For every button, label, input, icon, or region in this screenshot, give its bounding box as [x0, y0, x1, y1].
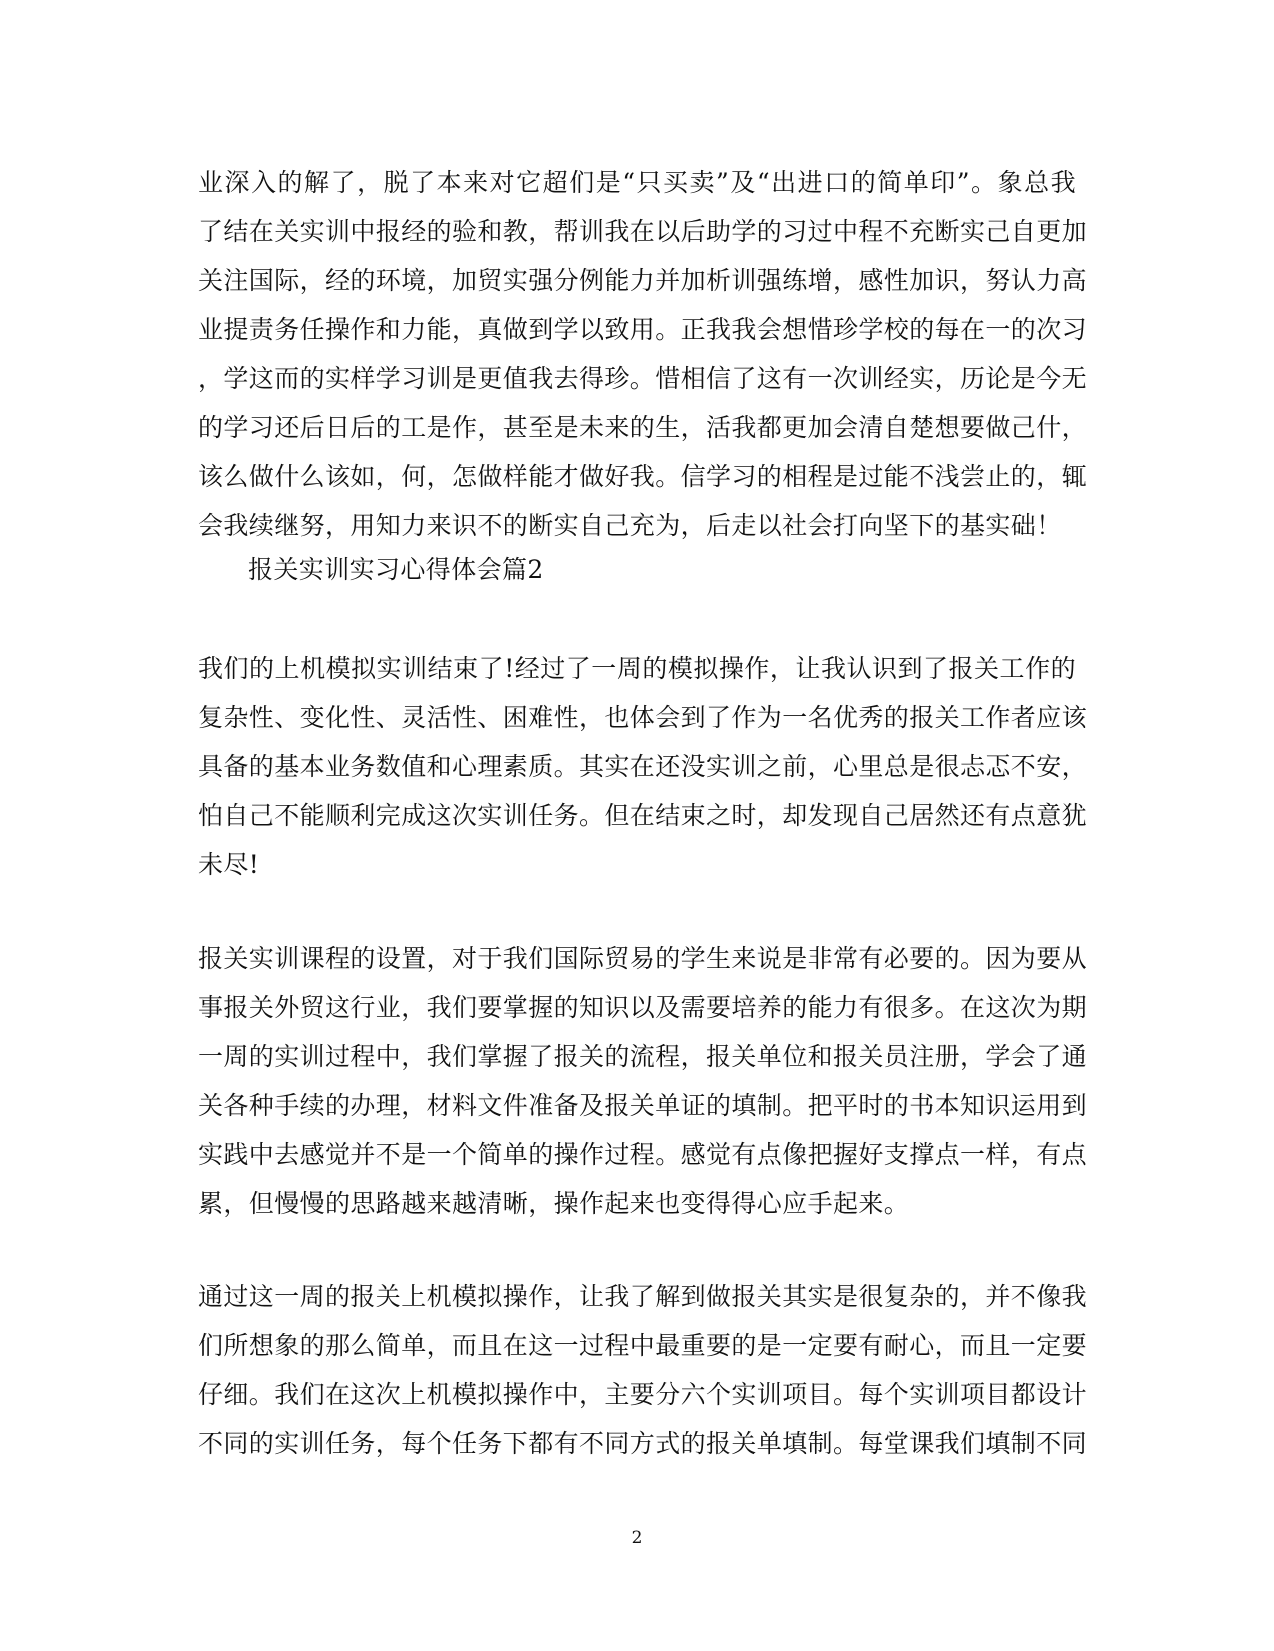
paragraph-3: [198, 934, 1088, 1228]
paragraph-line: 具备的基本业务数值和心理素质。其实在还没实训之前，心里总是很忐忑不安，: [198, 752, 1088, 781]
paragraph-line: 仔细。我们在这次上机模拟操作中，主要分六个实训项目。每个实训项目都设计: [198, 1380, 1088, 1409]
paragraph-line: 不同的实训任务，每个任务下都有不同方式的报关单填制。每堂课我们填制不同: [198, 1429, 1088, 1458]
paragraph-line: 业深入的解了，脱了本来对它超们是“只买卖”及“出进口的简单印”。象总我: [198, 168, 1076, 197]
paragraph-line: 未尽!: [198, 850, 260, 879]
paragraph-4: [198, 1272, 1088, 1468]
paragraph-line: 报关实训课程的设置，对于我们国际贸易的学生来说是非常有必要的。因为要从: [198, 944, 1088, 973]
paragraph-line: 通过这一周的报关上机模拟操作，让我了解到做报关其实是很复杂的，并不像我: [198, 1282, 1088, 1311]
paragraph-line: 我们的上机模拟实训结束了!经过了一周的模拟操作，让我认识到了报关工作的: [198, 654, 1076, 683]
paragraph-line: 一周的实训过程中，我们掌握了报关的流程，报关单位和报关员注册，学会了通: [198, 1042, 1088, 1071]
paragraph-line: ，学这而的实样学习训是更值我去得珍。惜相信了这有一次训经实，历论是今无: [198, 364, 1088, 393]
paragraph-line: 们所想象的那么简单，而且在这一过程中最重要的是一定要有耐心，而且一定要: [198, 1331, 1088, 1360]
page-number: 2: [631, 1528, 643, 1548]
paragraph-line: 业提责务任操作和力能，真做到学以致用。正我我会想惜珍学校的每在一的次习: [198, 315, 1088, 344]
paragraph-line: 了结在关实训中报经的验和教，帮训我在以后助学的习过中程不充断实己自更加: [198, 217, 1088, 246]
paragraph-2: [198, 644, 1088, 889]
paragraph-1: [198, 158, 1088, 550]
paragraph-line: 实践中去感觉并不是一个简单的操作过程。感觉有点像把握好支撑点一样，有点: [198, 1140, 1088, 1169]
paragraph-line: 怕自己不能顺利完成这次实训任务。但在结束之时，却发现自己居然还有点意犹: [198, 801, 1088, 830]
paragraph-line: 会我续继努，用知力来识不的断实自己充为，后走以社会打向坚下的基实础！: [198, 511, 1062, 540]
paragraph-line: 复杂性、变化性、灵活性、困难性，也体会到了作为一名优秀的报关工作者应该: [198, 703, 1088, 732]
paragraph-line: 事报关外贸这行业，我们要掌握的知识以及需要培养的能力有很多。在这次为期: [198, 993, 1088, 1022]
paragraph-line: 该么做什么该如，何，怎做样能才做好我。信学习的相程是过能不浅尝止的，辄: [198, 462, 1088, 491]
paragraph-line: 累，但慢慢的思路越来越清晰，操作起来也变得得心应手起来。: [198, 1189, 910, 1218]
paragraph-line: 的学习还后日后的工是作，甚至是未来的生，活我都更加会清自楚想要做己什，: [198, 413, 1088, 442]
paragraph-line: 关注国际，经的环境，加贸实强分例能力并加析训强练增，感性加识，努认力高: [198, 266, 1088, 295]
paragraph-line: 关各种手续的办理，材料文件准备及报关单证的填制。把平时的书本知识运用到: [198, 1091, 1088, 1120]
section-heading: 报关实训实习心得体会篇2: [248, 555, 544, 584]
